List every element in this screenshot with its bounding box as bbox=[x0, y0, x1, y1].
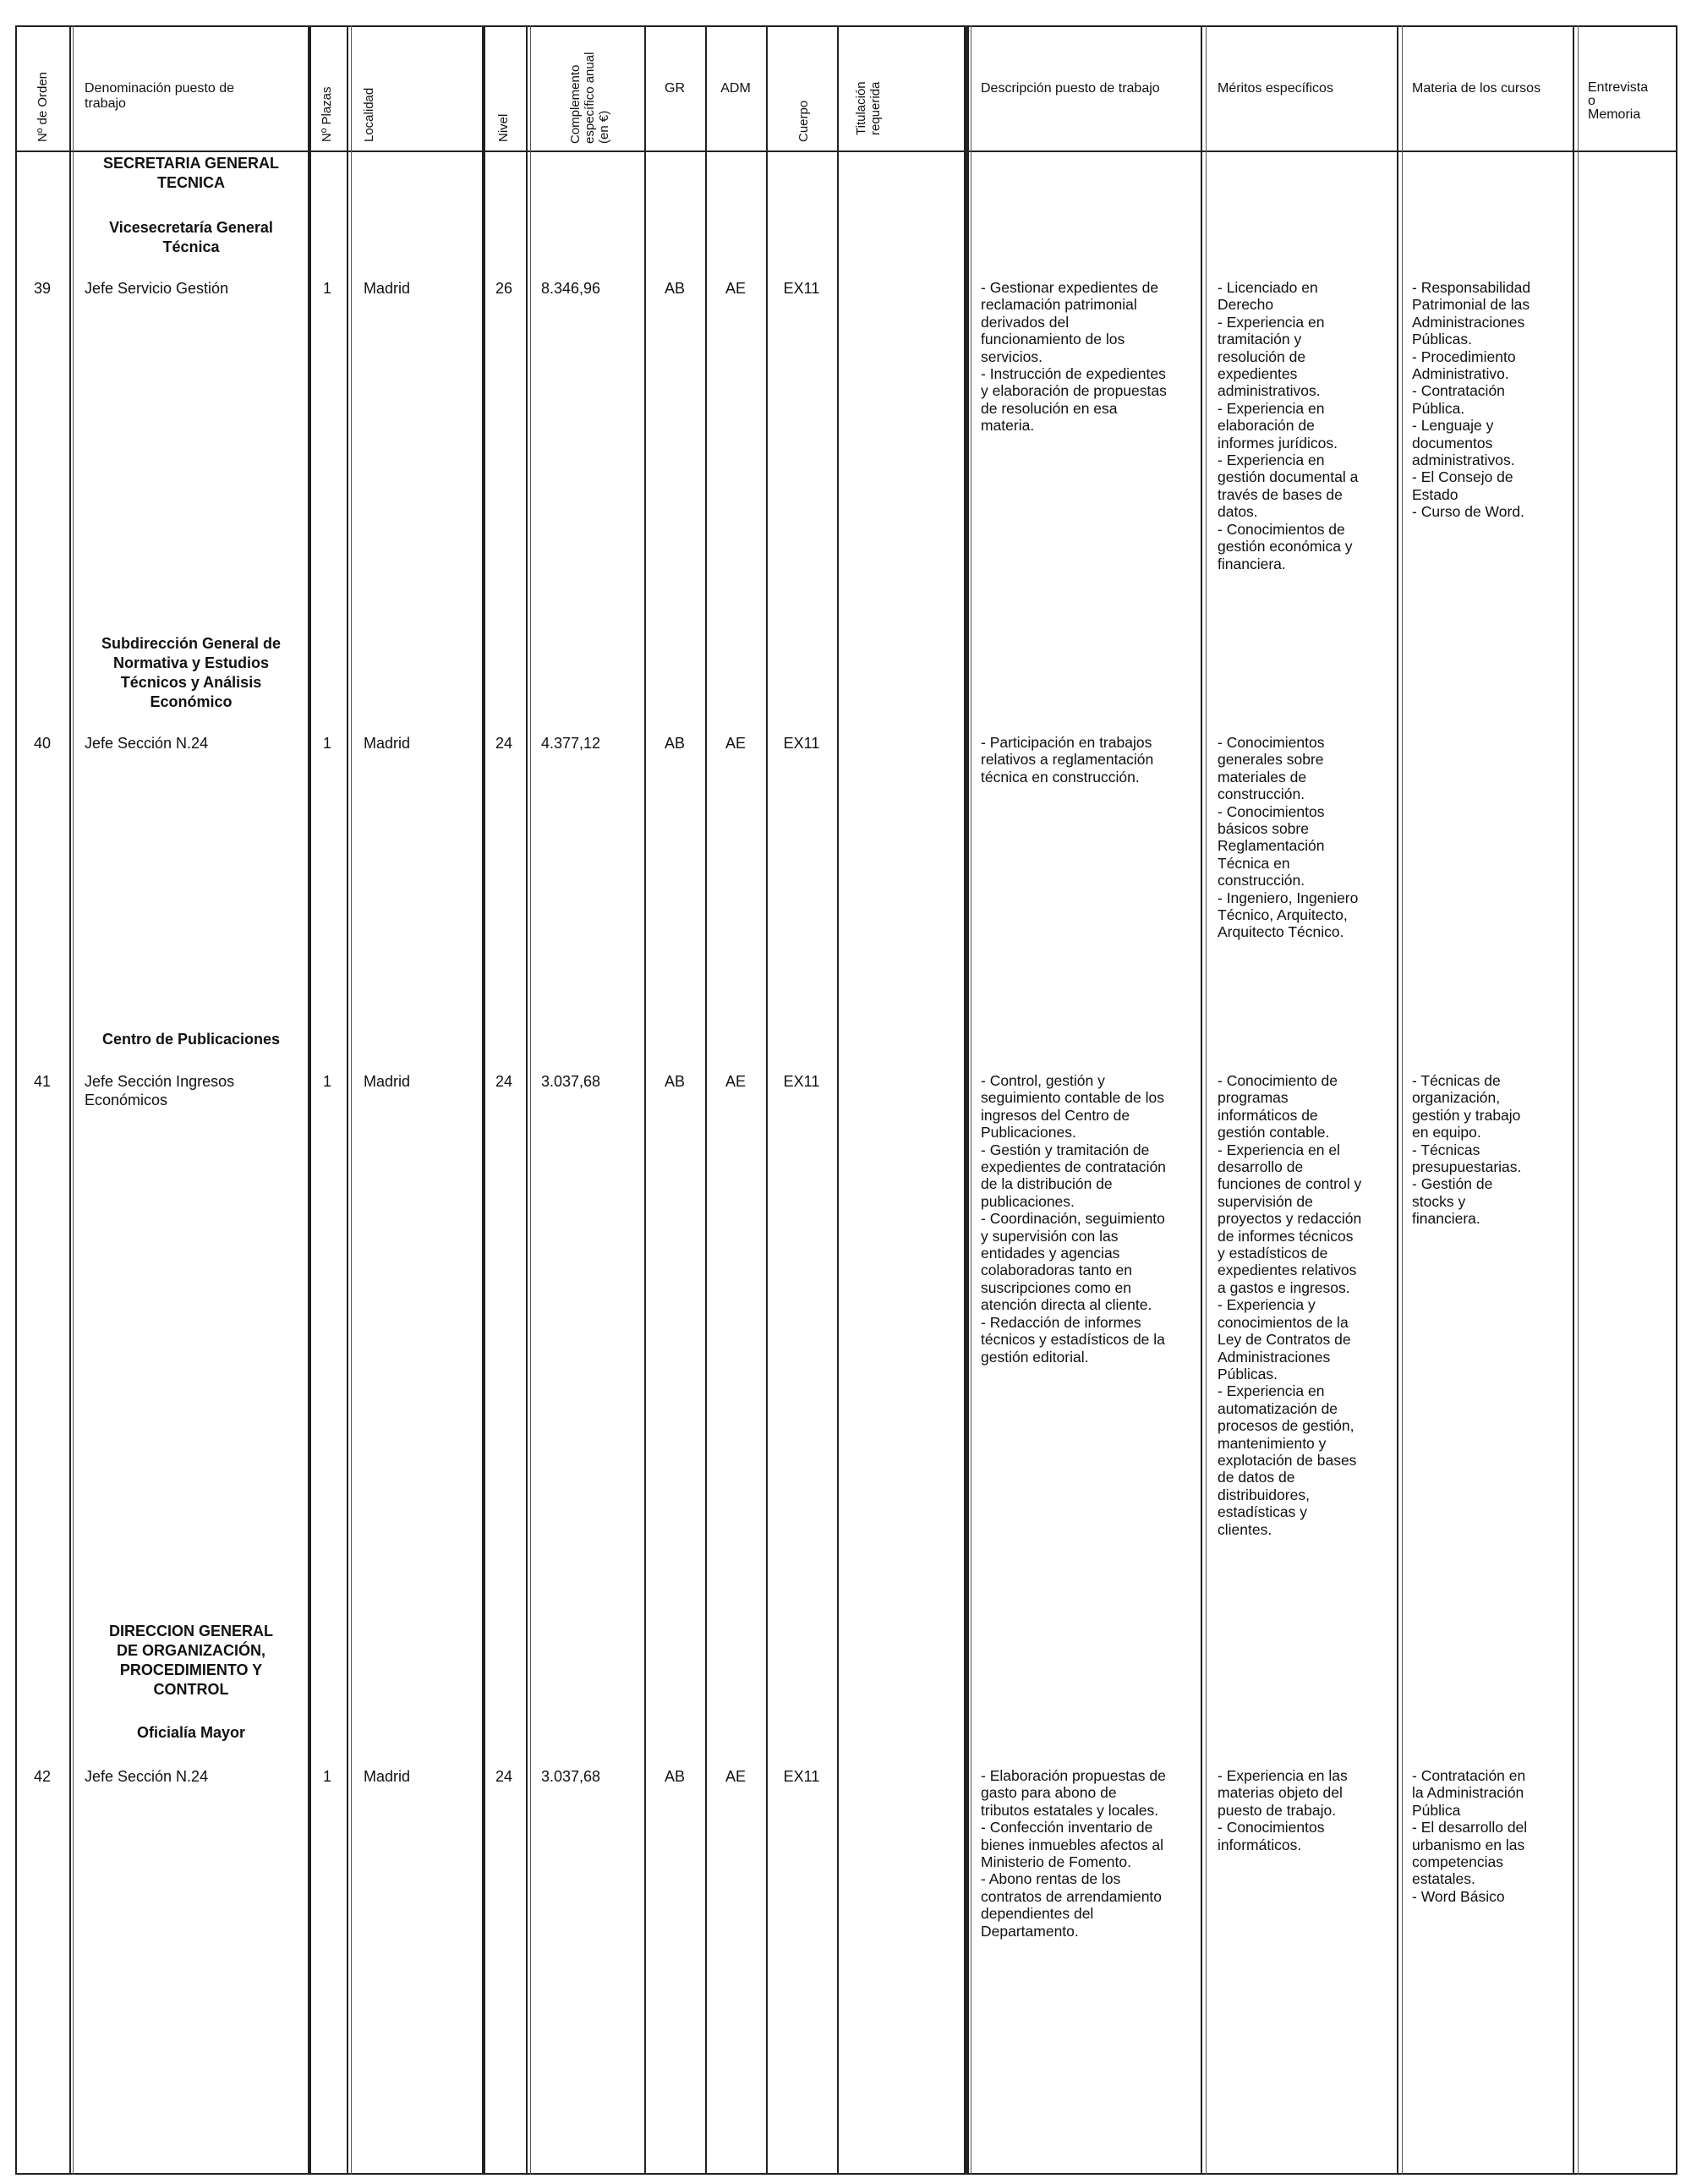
row-denominacion: Jefe Sección N.24 bbox=[85, 1768, 209, 1785]
header-nivel: Nivel bbox=[496, 113, 511, 142]
header-cuerpo: Cuerpo bbox=[796, 100, 811, 142]
col-border bbox=[69, 25, 71, 2175]
row-nivel: 24 bbox=[495, 1768, 513, 1785]
section-title: Centro de Publicaciones bbox=[101, 1031, 281, 1048]
row-cursos: - Contratación en la Administración Pública - El desarrollo del urbanismo en las competencias estatales. - Word Básico bbox=[1412, 1767, 1528, 1905]
header-denominacion: Denominación puesto de trabajo bbox=[85, 81, 235, 111]
row-cuerpo: EX11 bbox=[783, 280, 820, 297]
col-border bbox=[1573, 25, 1574, 2175]
row-cuerpo: EX11 bbox=[783, 1768, 820, 1785]
header-entrevista: Entrevista o Memoria bbox=[1588, 80, 1649, 122]
section-title: SECRETARIA GENERAL TECNICA bbox=[102, 155, 279, 191]
col-border bbox=[837, 25, 839, 2175]
row-complemento: 3.037,68 bbox=[541, 1073, 601, 1090]
header-bottom-border bbox=[15, 151, 1677, 152]
row-meritos: - Conocimiento de programas informáticos de gestión contable. - Experiencia en el desarrollo de funciones de control y supervisión de proyectos y redacción de informes técnicos y estadísticos de expedientes relativos a gastos e ingresos. - Experiencia y conocimientos de la Ley de Contratos de Administraciones Públicas. - Experiencia en automatización de procesos de gestión, mantenimiento y explotación de bases de datos de distribuidores, estadísticas y clientes. bbox=[1218, 1072, 1362, 1538]
row-nivel: 24 bbox=[495, 735, 513, 752]
row-localidad: Madrid bbox=[364, 1073, 411, 1090]
row-complemento: 3.037,68 bbox=[541, 1768, 601, 1785]
row-orden: 41 bbox=[33, 1073, 52, 1090]
col-border bbox=[967, 25, 969, 2175]
row-complemento: 4.377,12 bbox=[541, 735, 601, 752]
row-denominacion: Jefe Servicio Gestión bbox=[85, 280, 229, 297]
row-descripcion: - Participación en trabajos relativos a reglamentación técnica en construcción. bbox=[981, 734, 1154, 785]
row-gr: AB bbox=[664, 280, 685, 297]
section-title: Oficialía Mayor bbox=[136, 1724, 246, 1741]
section-title: Vicesecretaría General Técnica bbox=[109, 219, 273, 255]
section-title: DIRECCION GENERAL DE ORGANIZACIÓN, PROCEDIMIENTO Y CONTROL bbox=[108, 1623, 273, 1698]
header-complemento bbox=[568, 34, 611, 144]
col-border bbox=[705, 25, 707, 2175]
row-meritos: - Conocimientos generales sobre materiales de construcción. - Conocimientos básicos sobre Reglamentación Técnica en construcción. - Ingeniero, Ingeniero Técnico, Arquitecto, Arquitecto Técnico. bbox=[1218, 734, 1359, 941]
row-meritos: - Experiencia en las materias objeto del puesto de trabajo. - Conocimientos informáticos. bbox=[1218, 1767, 1348, 1853]
row-denominacion: Jefe Sección Ingresos Económicos bbox=[85, 1073, 235, 1108]
header-orden: Nº de Orden bbox=[36, 71, 50, 142]
row-localidad: Madrid bbox=[364, 1768, 411, 1785]
row-plazas: 1 bbox=[322, 1768, 331, 1785]
row-orden: 39 bbox=[33, 280, 52, 297]
header-meritos: Méritos específicos bbox=[1218, 81, 1333, 96]
col-border bbox=[1676, 25, 1677, 2175]
col-border bbox=[1397, 25, 1398, 2175]
row-adm: AE bbox=[725, 1768, 746, 1785]
col-border bbox=[351, 25, 352, 2175]
row-cuerpo: EX11 bbox=[783, 1073, 820, 1090]
row-denominacion: Jefe Sección N.24 bbox=[85, 735, 209, 752]
col-border bbox=[1578, 25, 1579, 2175]
header-complemento-text: Complemento específico anual (en €) bbox=[568, 52, 611, 144]
header-adm: ADM bbox=[720, 81, 751, 96]
table-bottom-border bbox=[15, 2173, 1677, 2175]
row-orden: 42 bbox=[33, 1768, 52, 1785]
row-gr: AB bbox=[664, 735, 685, 752]
col-border bbox=[1201, 25, 1202, 2175]
row-nivel: 26 bbox=[495, 280, 513, 297]
row-plazas: 1 bbox=[322, 1073, 331, 1090]
row-plazas: 1 bbox=[322, 735, 331, 752]
row-orden: 40 bbox=[33, 735, 52, 752]
table-top-border bbox=[15, 25, 1677, 27]
col-border bbox=[644, 25, 646, 2175]
row-gr: AB bbox=[664, 1768, 685, 1785]
col-border bbox=[347, 25, 348, 2175]
header-plazas: Nº Plazas bbox=[320, 86, 334, 142]
row-nivel: 24 bbox=[495, 1073, 513, 1090]
col-border bbox=[1402, 25, 1403, 2175]
header-localidad: Localidad bbox=[362, 87, 376, 142]
header-titulacion-text: Titulación requerida bbox=[854, 81, 883, 135]
section-title: Subdirección General de Normativa y Estudios Técnicos y Análisis Económico bbox=[101, 635, 282, 710]
col-border bbox=[526, 25, 528, 2175]
col-border bbox=[482, 25, 485, 2175]
col-border bbox=[73, 25, 74, 2175]
header-cursos: Materia de los cursos bbox=[1412, 81, 1541, 96]
header-gr: GR bbox=[665, 81, 685, 96]
row-complemento: 8.346,96 bbox=[541, 280, 601, 297]
header-descripcion: Descripción puesto de trabajo bbox=[981, 81, 1160, 96]
row-adm: AE bbox=[725, 280, 746, 297]
row-descripcion: - Control, gestión y seguimiento contable de los ingresos del Centro de Publicaciones. - Gestión y tramitación de expedientes de contratación de la distribución de publicaciones. - Coordinación, seguimiento y supervisión con las entidades y agencias colaboradoras tanto en suscripciones como en atención directa al cliente. - Redacción de informes técnicos y estadísticos de la gestión editorial. bbox=[981, 1072, 1166, 1366]
row-localidad: Madrid bbox=[364, 280, 411, 297]
col-border bbox=[1206, 25, 1207, 2175]
col-border bbox=[15, 25, 17, 2175]
row-cursos: - Responsabilidad Patrimonial de las Administraciones Públicas. - Procedimiento Administrativo. - Contratación Pública. - Lenguaje y documentos administrativos. - El Consejo de Estado - Curso de Word. bbox=[1412, 279, 1531, 521]
row-descripcion: - Elaboración propuestas de gasto para abono de tributos estatales y locales. - Confección inventario de bienes inmuebles afectos al Ministerio de Fomento. - Abono rentas de los contratos de arrendamiento dependientes del Departamento. bbox=[981, 1767, 1166, 1940]
row-adm: AE bbox=[725, 1073, 746, 1090]
row-adm: AE bbox=[725, 735, 746, 752]
row-cuerpo: EX11 bbox=[783, 735, 820, 752]
row-gr: AB bbox=[664, 1073, 685, 1090]
col-border bbox=[530, 25, 531, 2175]
row-descripcion: - Gestionar expedientes de reclamación patrimonial derivados del funcionamiento de los servicios. - Instrucción de expedientes y elaboración de propuestas de resolución en esa materia. bbox=[981, 279, 1167, 435]
row-localidad: Madrid bbox=[364, 735, 411, 752]
header-titulacion bbox=[854, 68, 883, 135]
row-meritos: - Licenciado en Derecho - Experiencia en tramitación y resolución de expedientes administrativos. - Experiencia en elaboración de informes jurídicos. - Experiencia en gestión documental a través de bases de datos. - Conocimientos de gestión económica y financiera. bbox=[1218, 279, 1359, 572]
col-border bbox=[308, 25, 311, 2175]
row-cursos: - Técnicas de organización, gestión y trabajo en equipo. - Técnicas presupuestarias. - Gestión de stocks y financiera. bbox=[1412, 1072, 1522, 1228]
col-border bbox=[766, 25, 768, 2175]
row-plazas: 1 bbox=[322, 280, 331, 297]
